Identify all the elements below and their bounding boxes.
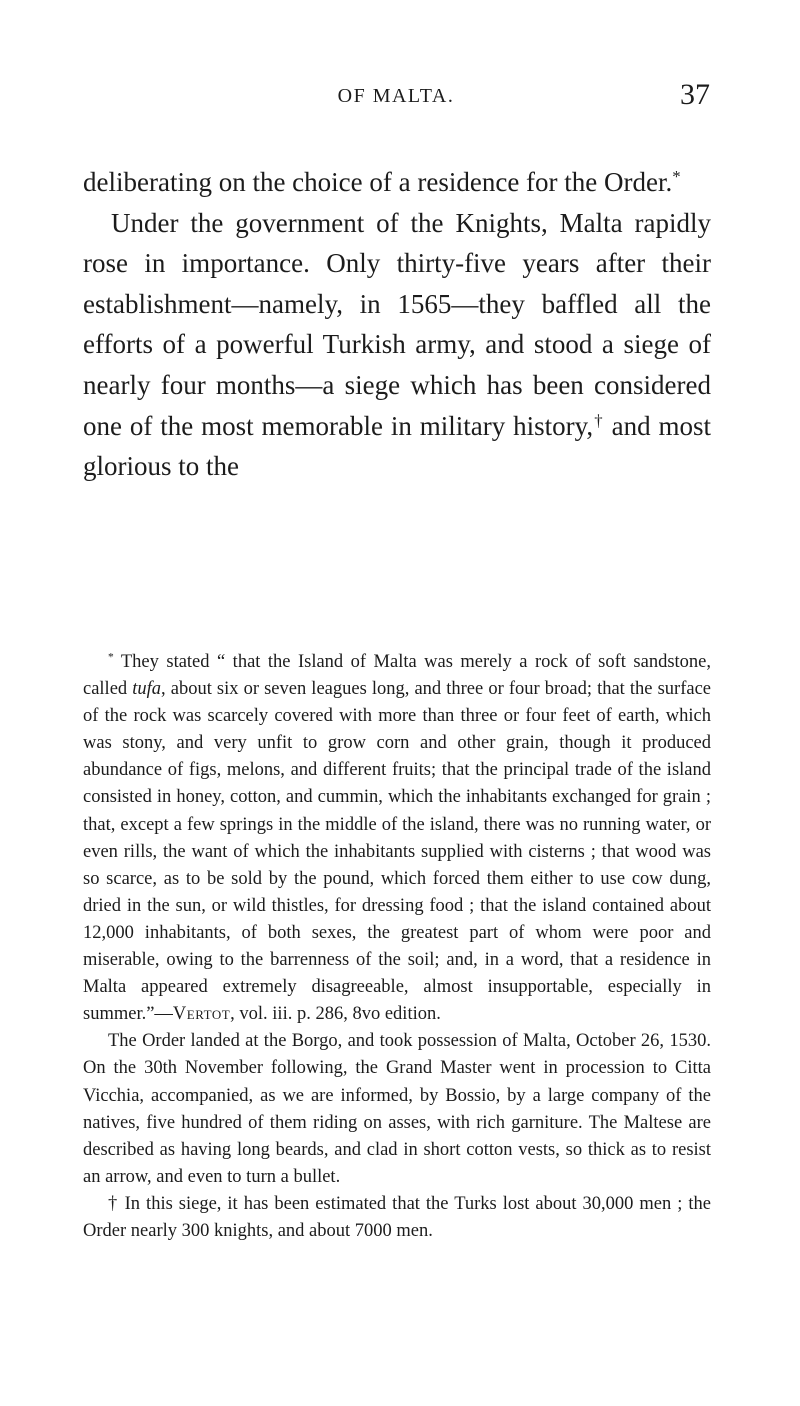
page-header <box>82 78 710 118</box>
paragraph-2-text-b: and most glorious to the <box>83 410 711 482</box>
footnote-1-author: Vertot <box>172 1004 231 1025</box>
footnote-1-mark: * <box>108 651 114 664</box>
footnote-1-text-a: They stated “ that the Island of Malta was merely a rock of soft sandstone, called <box>83 652 711 700</box>
footnote-2 <box>83 1191 711 1245</box>
footnote-2-mark: † <box>108 1193 119 1214</box>
footnote-1-continuation <box>83 1028 711 1191</box>
page-number: 37 <box>680 78 710 111</box>
paragraph-1-text: deliberating on the choice of a residence for the Order. <box>83 167 673 197</box>
footnote-1 <box>83 649 711 1028</box>
footnote-2-text: In this siege, it has been estimated that the Turks lost about 30,000 men ; the Order nearly 300 knights, and about 7000 men. <box>83 1193 712 1241</box>
paragraph-2-text-a: Under the government of the Knights, Malta rapidly rose in importance. Only thirty-five years after their establishment—namely, in 1565—they baffled all the efforts of a powerful Turkish army, and stood a siege of nearly four months—a siege which has been considered one of the most memorable in military history, <box>83 207 711 441</box>
footnote-1-text-c: , vol. iii. p. 286, 8vo edition. <box>230 1004 441 1025</box>
footnotes <box>83 649 711 1245</box>
main-text <box>83 162 711 487</box>
footnote-1-continuation-text: The Order landed at the Borgo, and took possession of Malta, October 26, 1530. On the 30th November following, the Grand Master went in procession to Citta Vicchia, accompanied, as we are informed, by Bossio, by a large company of the natives, five hundred of them riding on asses, with rich garniture. The Maltese are described as having long beards, and clad in short cotton vests, so thick as to resist an arrow, and even to turn a bullet. <box>83 1031 711 1187</box>
footnote-mark-asterisk: * <box>672 166 681 186</box>
footnote-1-text-b: , about six or seven leagues long, and three or four broad; that the surface of the rock was scarcely covered with more than three or four feet of earth, which was stony, and very unfit to grow corn and other grain, though it produced abundance of figs, melons, and different fruits; that the principal trade of the island consisted in honey, cotton, and cummin, which the inhabitants exchanged for grain ; that, except a few springs in the middle of the island, there was no running water, or even rills, the want of which the inhabitants supplied with cisterns ; that wood was so scarce, as to be sold by the pound, which forced them either to use cow dung, dried in the sun, or wild thistles, for dressing food ; that the island contained about 12,000 inhabitants, of both sexes, the greatest part of whom were poor and miserable, owing to the barrenness of the soil; and, in a word, that a residence in Malta appeared extremely disagreeable, almost insupportable, especially in summer.”— <box>83 679 711 1025</box>
running-title: OF MALTA. <box>337 85 455 107</box>
footnote-mark-dagger: † <box>593 410 604 430</box>
paragraph-1 <box>83 162 711 203</box>
footnote-1-italic-term: tufa <box>132 679 162 700</box>
paragraph-2 <box>83 203 711 487</box>
